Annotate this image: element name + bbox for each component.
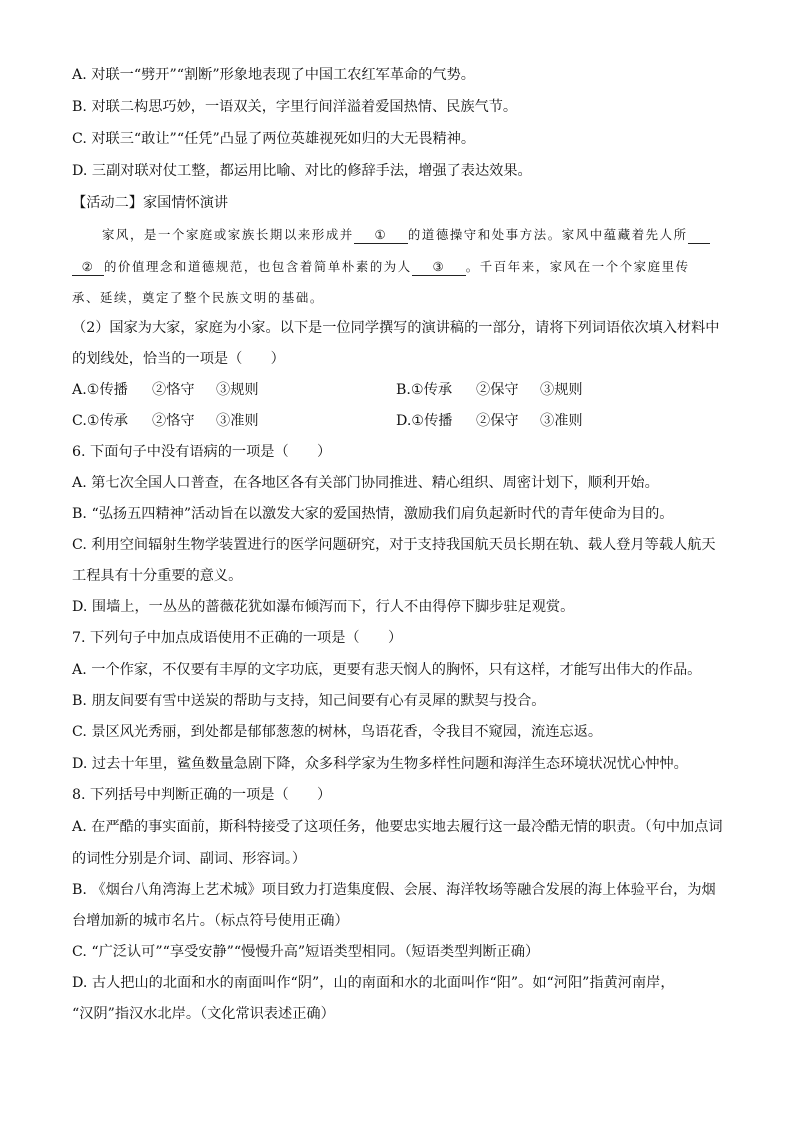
q6-option-b: B. “弘扬五四精神”活动旨在以激发大家的爱国热情，激励我们肩负起新时代的青年使命为目的。 bbox=[72, 506, 674, 522]
q1-option-d: D. 三副对联对仗工整，都运用比喻、对比的修辞手法，增强了表达效果。 bbox=[72, 163, 532, 179]
q8-option-d-line-1: D. 古人把山的北面和水的南面叫作“阴”，山的南面和水的北面叫作“阳”。如“河阳”指黄河南岸， bbox=[72, 975, 675, 991]
blank-2-start bbox=[688, 226, 710, 244]
option-word-1: ①传承 bbox=[86, 413, 128, 429]
option-letter: D. bbox=[396, 413, 412, 429]
passage-line-3: 承、延续，奠定了整个民族文明的基础。 bbox=[72, 290, 324, 305]
q8-option-d-line-2: “汉阴”指汉水北岸。（文化常识表述正确） bbox=[72, 1006, 335, 1022]
q2-option-b-w2: ②保守 bbox=[476, 382, 519, 398]
option-letter: C. bbox=[72, 413, 87, 429]
q8-stem: 8. 下列括号中判断正确的一项是（ ） bbox=[72, 787, 332, 803]
q2-option-c bbox=[72, 411, 128, 431]
blank-1: ① bbox=[354, 226, 408, 244]
q8-option-c: C. “广泛认可”“享受安静”“慢慢升高”短语类型相同。（短语类型判断正确） bbox=[72, 944, 540, 960]
q6-option-c-line-2: 工程具有十分重要的意义。 bbox=[72, 568, 243, 584]
option-word-1: ①传播 bbox=[86, 382, 128, 398]
q2-option-a-w2: ②恪守 bbox=[152, 382, 195, 398]
q1-option-b: B. 对联二构思巧妙，一语双关，字里行间洋溢着爱国热情、民族气节。 bbox=[72, 99, 518, 115]
option-letter: A. bbox=[72, 382, 87, 398]
q2-option-c-w2: ②恪守 bbox=[152, 413, 195, 429]
q6-option-c-line-1: C. 利用空间辐射生物学装置进行的医学问题研究，对于支持我国航天员长期在轨、载人登月等载人航天 bbox=[72, 537, 716, 553]
q2-stem-line-2: 的划线处，恰当的一项是（ ） bbox=[72, 351, 285, 367]
q7-option-c: C. 景区风光秀丽，到处都是郁郁葱葱的树林，鸟语花香，令我目不窥园，流连忘返。 bbox=[72, 724, 603, 740]
q6-option-a: A. 第七次全国人口普查，在各地区各有关部门协同推进、精心组织、周密计划下，顺利开始。 bbox=[72, 475, 659, 491]
q2-stem-line-1: （2）国家为大家，家庭为小家。以下是一位同学撰写的演讲稿的一部分，请将下列词语依次填入材料中 bbox=[72, 320, 720, 336]
q6-stem: 6. 下面句子中没有语病的一项是（ ） bbox=[72, 444, 332, 460]
blank-2: ② bbox=[72, 258, 104, 276]
q6-option-d: D. 围墙上，一丛丛的蔷薇花犹如瀑布倾泻而下，行人不由得停下脚步驻足观赏。 bbox=[72, 599, 575, 615]
q8-option-b-line-2: 台增加新的城市名片。（标点符号使用正确） bbox=[72, 913, 349, 929]
q2-option-c-w3: ③准则 bbox=[216, 413, 259, 429]
q7-option-d: D. 过去十年里，鲨鱼数量急剧下降，众多科学家为生物多样性问题和海洋生态环境状况忧心忡忡。 bbox=[72, 756, 688, 772]
blank-3: ③ bbox=[412, 258, 466, 276]
activity-heading: 【活动二】家国情怀演讲 bbox=[72, 195, 229, 211]
passage-text: 。千百年来，家风在一个个家庭里传 bbox=[465, 259, 690, 274]
passage-text: 的道德操守和处事方法。家风中蕴藏着先人所 bbox=[407, 227, 688, 242]
q2-option-d-w3: ③准则 bbox=[540, 413, 583, 429]
passage-line-2 bbox=[72, 257, 690, 277]
passage-text: 的价值理念和道德规范，也包含着简单朴素的为人 bbox=[104, 259, 412, 274]
passage-text: 家风，是一个家庭或家族长期以来形成并 bbox=[102, 227, 354, 242]
q8-option-a-line-2: 的词性分别是介词、副词、形容词。） bbox=[72, 851, 307, 867]
q8-option-a-line-1: A. 在严酷的事实面前，斯科特接受了这项任务，他要忠实地去履行这一最冷酷无情的职责。（句中加点词 bbox=[72, 819, 723, 835]
passage-line-1 bbox=[102, 225, 710, 245]
q1-option-a: A. 对联一“劈开”“割断”形象地表现了中国工农红军革命的气势。 bbox=[72, 67, 475, 83]
q2-option-d bbox=[396, 411, 453, 431]
q2-option-b-w3: ③规则 bbox=[540, 382, 583, 398]
q2-option-b bbox=[396, 380, 452, 400]
q2-option-a bbox=[72, 380, 128, 400]
q2-option-a-w3: ③规则 bbox=[216, 382, 259, 398]
q8-option-b-line-1: B. 《烟台八角湾海上艺术城》项目致力打造集度假、会展、海洋牧场等融合发展的海上体验平台，为烟 bbox=[72, 882, 716, 898]
q7-option-a: A. 一个作家，不仅要有丰厚的文字功底，更要有悲天悯人的胸怀，只有这样，才能写出伟大的作品。 bbox=[72, 662, 702, 678]
option-word-1: ①传播 bbox=[411, 413, 453, 429]
q7-option-b: B. 朋友间要有雪中送炭的帮助与支持，知己间要有心有灵犀的默契与投合。 bbox=[72, 693, 546, 709]
q2-option-d-w2: ②保守 bbox=[476, 413, 519, 429]
q7-stem: 7. 下列句子中加点成语使用不正确的一项是（ ） bbox=[72, 630, 403, 646]
option-word-1: ①传承 bbox=[410, 382, 453, 398]
option-letter: B. bbox=[396, 382, 411, 398]
q1-option-c: C. 对联三“敢让”“任凭”凸显了两位英雄视死如归的大无畏精神。 bbox=[72, 131, 476, 147]
